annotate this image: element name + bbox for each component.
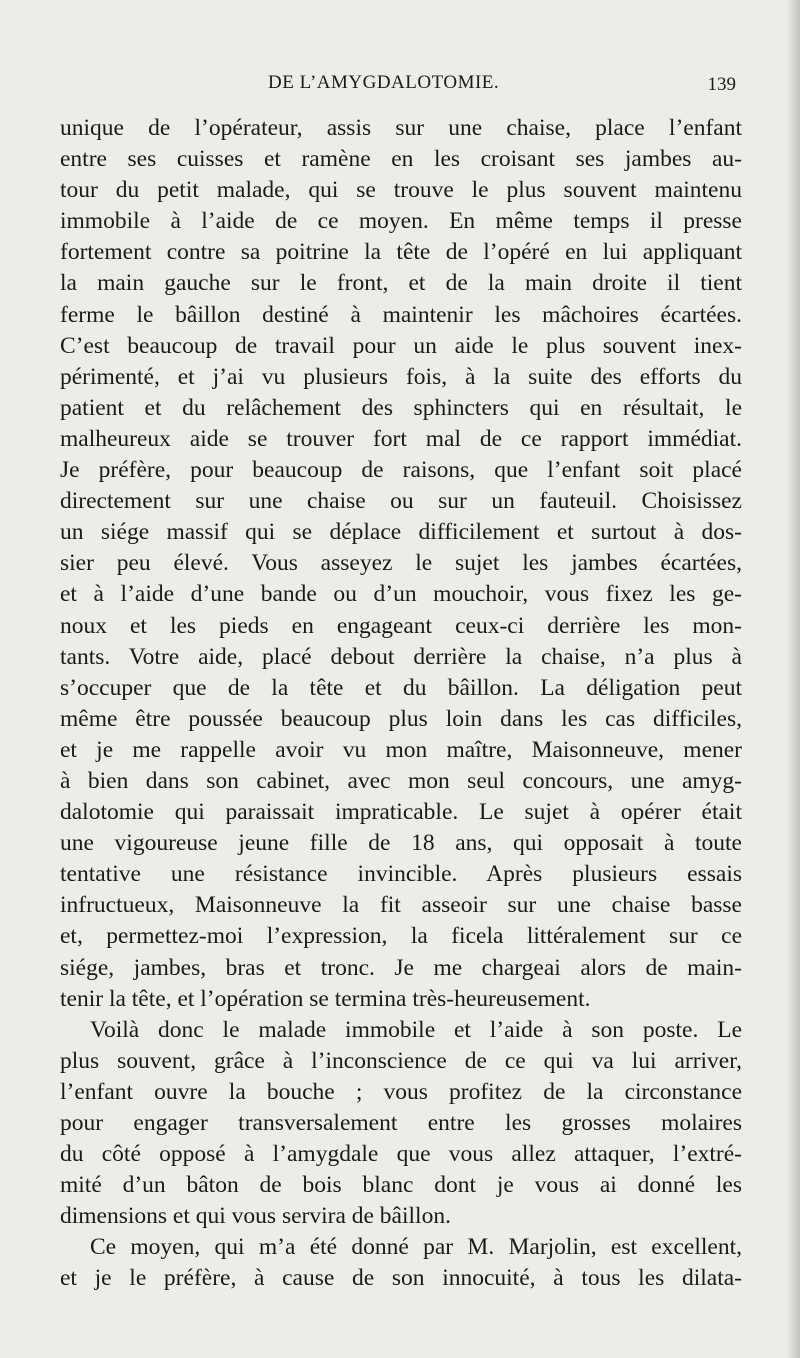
text-line: et je me rappelle avoir vu mon maître, Maisonneuve, mener: [60, 736, 742, 763]
body-text: [60, 113, 742, 1295]
text-line: même être poussée beaucoup plus loin dans les cas difficiles,: [60, 705, 742, 732]
text-line: mité d’un bâton de bois blanc dont je vous ai donné les: [60, 1172, 742, 1199]
text-line: tants. Votre aide, placé debout derrière la chaise, n’a plus à: [60, 643, 742, 670]
text-line: tentative une résistance invincible. Après plusieurs essais: [60, 861, 742, 888]
text-line: C’est beaucoup de travail pour un aide le plus souvent inex-: [60, 332, 742, 359]
text-line: entre ses cuisses et ramène en les croisant ses jambes au-: [60, 146, 742, 173]
text-line: plus souvent, grâce à l’inconscience de ce qui va lui arriver,: [60, 1047, 742, 1074]
text-line: une vigoureuse jeune fille de 18 ans, qui opposait à toute: [60, 830, 742, 857]
text-line: unique de l’opérateur, assis sur une chaise, place l’enfant: [60, 115, 742, 141]
page-number: 139: [707, 74, 736, 95]
text-line: et, permettez-moi l’expression, la ficela littéralement sur ce: [60, 923, 742, 950]
text-line: malheureux aide se trouver fort mal de ce rapport immédiat.: [60, 425, 742, 452]
text-line: infructueux, Maisonneuve la fit asseoir sur une chaise basse: [60, 892, 742, 919]
text-line: patient et du relâchement des sphincters qui en résultait, le: [60, 394, 742, 421]
text-line: tenir la tête, et l’opération se termina très-heureusement.: [60, 985, 591, 1012]
text-line: Je préfère, pour beaucoup de raisons, que l’enfant soit placé: [60, 457, 742, 484]
running-title: DE L’AMYGDALOTOMIE.: [268, 72, 500, 93]
text-line: sier peu élevé. Vous asseyez le sujet les jambes écartées,: [60, 550, 742, 577]
text-line: fortement contre sa poitrine la tête de l’opéré en lui appliquant: [60, 239, 742, 266]
text-line: et à l’aide d’une bande ou d’un mouchoir, vous fixez les ge-: [60, 581, 742, 608]
text-line: tour du petit malade, qui se trouve le plus souvent maintenu: [60, 177, 742, 204]
text-line: directement sur une chaise ou sur un fauteuil. Choisissez: [60, 488, 742, 515]
text-line: à bien dans son cabinet, avec mon seul concours, une amyg-: [60, 767, 742, 794]
text-line: du côté opposé à l’amygdale que vous allez attaquer, l’extré-: [60, 1141, 742, 1168]
text-line: ferme le bâillon destiné à maintenir les mâchoires écartées.: [60, 301, 742, 328]
text-line: s’occuper que de la tête et du bâillon. La déligation peut: [60, 674, 742, 701]
text-line: la main gauche sur le front, et de la main droite il tient: [60, 270, 742, 297]
page-edge-shadow: [786, 0, 800, 1358]
text-line: l’enfant ouvre la bouche ; vous profitez de la circonstance: [60, 1078, 742, 1105]
text-line: immobile à l’aide de ce moyen. En même temps il presse: [60, 208, 742, 235]
text-line: siége, jambes, bras et tronc. Je me chargeai alors de main-: [60, 954, 742, 981]
text-line: périmenté, et j’ai vu plusieurs fois, à la suite des efforts du: [60, 363, 742, 390]
text-line: dimensions et qui vous servira de bâillon.: [60, 1203, 451, 1230]
text-line: un siége massif qui se déplace difficilement et surtout à dos-: [60, 519, 742, 546]
text-line: noux et les pieds en engageant ceux-ci derrière les mon-: [60, 612, 742, 639]
text-line: Ce moyen, qui m’a été donné par M. Marjolin, est excellent,: [90, 1234, 742, 1261]
page-header: [0, 72, 800, 102]
text-line: et je le préfère, à cause de son innocuité, à tous les dilata-: [60, 1265, 742, 1292]
text-line: Voilà donc le malade immobile et l’aide à son poste. Le: [90, 1016, 742, 1043]
text-line: dalotomie qui paraissait impraticable. Le sujet à opérer était: [60, 799, 742, 826]
text-line: pour engager transversalement entre les grosses molaires: [60, 1110, 742, 1136]
